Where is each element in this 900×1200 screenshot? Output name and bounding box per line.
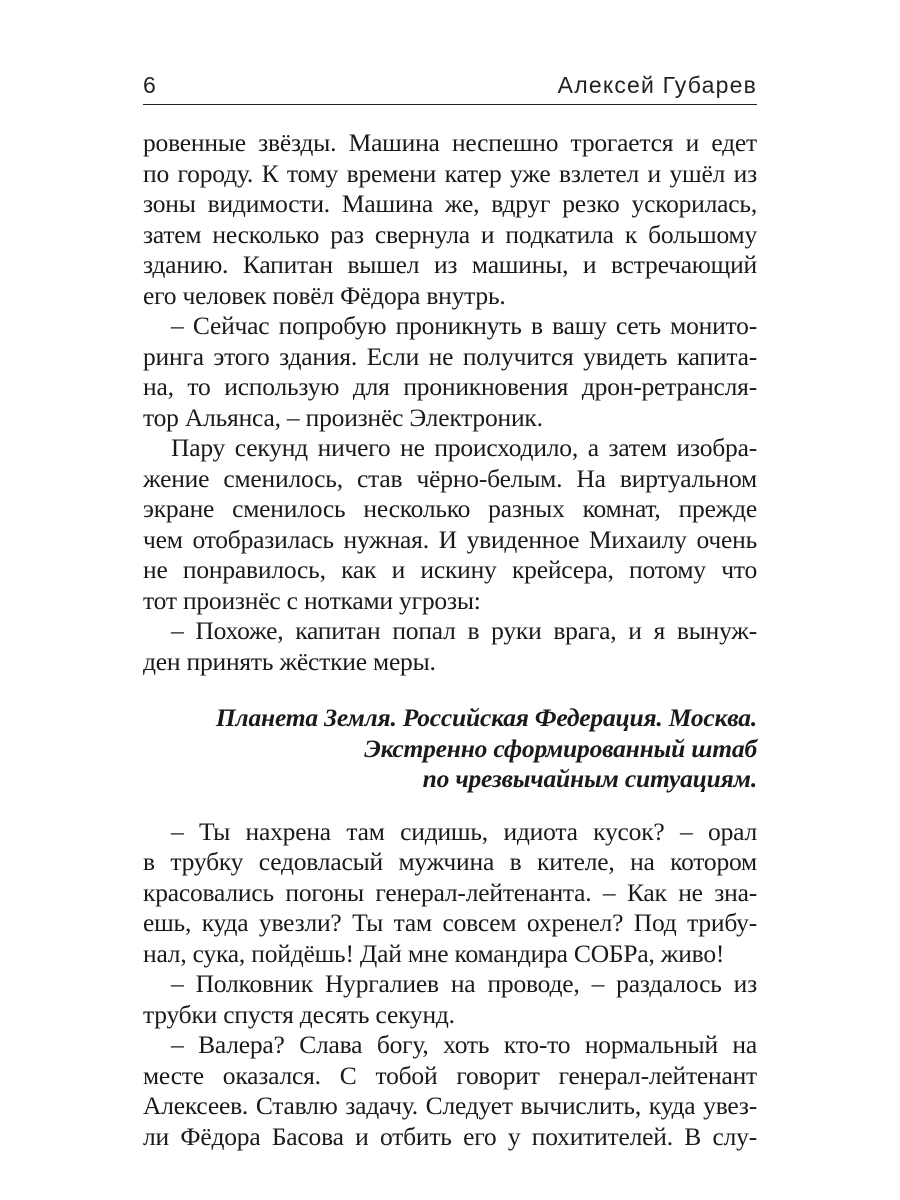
text-line: – Сейчас попробую проникнуть в вашу сеть монито- [171, 311, 757, 340]
scene-heading [143, 703, 757, 795]
paragraph-6 [143, 969, 757, 1030]
text-line: в трубку седовласый мужчина в кителе, на котором [143, 847, 757, 876]
heading-line: по чрезвычайным ситуациям. [422, 764, 757, 793]
text-line: не понравилось, как и искину крейсера, потому что [143, 555, 757, 584]
text-line: Алексеев. Ставлю задачу. Следует вычислить, куда увез- [143, 1091, 757, 1120]
page-header [143, 64, 757, 105]
heading-line: Планета Земля. Российская Федерация. Москва. [215, 703, 757, 732]
text-line: ли Фёдора Басова и отбить его у похитителей. В слу- [143, 1121, 757, 1151]
text-line: тот произнёс с нотками угрозы: [143, 585, 481, 615]
paragraph-4 [143, 616, 757, 677]
text-line: зоны видимости. Машина же, вдруг резко ускорилась, [143, 189, 757, 218]
text-line: – Ты нахрена там сидишь, идиота кусок? – орал [171, 816, 757, 846]
heading-line: Экстренно сформированный штаб [364, 733, 757, 763]
paragraph-3 [143, 433, 757, 616]
text-line: экране сменилось несколько разных комнат, прежде [143, 494, 757, 523]
text-line: – Полковник Нургалиев на проводе, – раздалось из [171, 969, 757, 998]
text-line: чем отобразилась нужная. И увиденное Михаилу очень [143, 524, 757, 554]
text-line: красовались погоны генерал-лейтенанта. – Как не зна- [143, 877, 757, 907]
text-line: ден принять жёсткие меры. [143, 646, 436, 676]
text-line: на, то использую для проникновения дрон-ретрансля- [143, 372, 757, 401]
text-line: затем несколько раз свернула и подкатила к большому [143, 219, 757, 249]
text-line: его человек повёл Фёдора внутрь. [143, 280, 506, 310]
paragraph-7 [143, 1030, 757, 1152]
text-line: жение сменилось, став чёрно-белым. На виртуальном [143, 463, 757, 493]
text-line: тор Альянса, – произнёс Электроник. [143, 402, 543, 432]
text-line: зданию. Капитан вышел из машины, и встречающий [143, 250, 757, 279]
running-head-author: Алексей Губарев [557, 72, 757, 98]
text-line: – Валера? Слава богу, хоть кто-то нормальный на [171, 1030, 757, 1059]
paragraph-1 [143, 128, 757, 311]
text-line: ринга этого здания. Если не получится увидеть капита- [143, 341, 757, 371]
text-line: трубки спустя десять секунд. [143, 999, 455, 1029]
paragraph-5 [143, 817, 757, 970]
text-line: ешь, куда увезли? Ты там совсем охренел? Под трибу- [143, 908, 757, 937]
text-line: нал, сука, пойдёшь! Дай мне командира СОБРа, живо! [143, 938, 725, 968]
page-number: 6 [143, 72, 156, 98]
text-line: месте оказался. С тобой говорит генерал-лейтенант [143, 1060, 757, 1090]
text-line: – Похоже, капитан попал в руки врага, и я вынуж- [171, 616, 757, 645]
body-text [143, 128, 757, 1152]
text-line: ровенные звёзды. Машина неспешно трогается и едет [143, 128, 757, 157]
paragraph-2 [143, 311, 757, 433]
text-line: Пару секунд ничего не происходило, а затем изобра- [171, 433, 757, 462]
text-line: по городу. К тому времени катер уже взлетел и ушёл из [143, 158, 757, 188]
